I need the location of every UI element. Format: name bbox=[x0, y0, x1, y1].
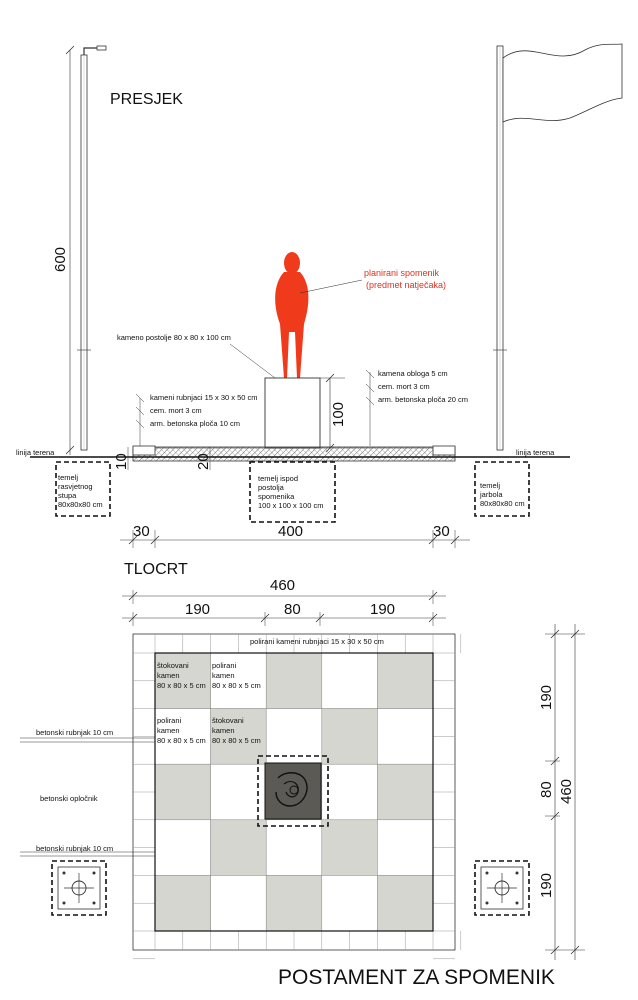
dim-20-label: 20 bbox=[195, 453, 212, 470]
dim-80-r-label: 80 bbox=[538, 781, 555, 798]
monument-label-1: planirani spomenik bbox=[364, 268, 440, 278]
tile2-l1: polirani bbox=[212, 661, 237, 670]
paving-tile bbox=[155, 820, 211, 876]
right-layer-notes bbox=[366, 369, 468, 446]
dim-190-r2-label: 190 bbox=[538, 872, 555, 898]
paving-tile bbox=[155, 764, 211, 820]
plan-foundation-right bbox=[475, 861, 529, 915]
found-center-2: postolja bbox=[258, 483, 284, 492]
dim-row-plan-top bbox=[122, 577, 446, 626]
left-layer-2: cem. mort 3 cm bbox=[150, 406, 202, 415]
dim-col-plan-right bbox=[538, 624, 585, 960]
paving-tile bbox=[322, 709, 378, 765]
dim-row-section bbox=[120, 523, 470, 548]
paving-tile bbox=[377, 764, 433, 820]
paving-tile bbox=[377, 820, 433, 876]
paving-tile bbox=[322, 875, 378, 931]
concrete-curb-2: betonski rubnjak 10 cm bbox=[36, 844, 114, 853]
light-pole bbox=[77, 46, 106, 450]
found-right-2: jarbola bbox=[480, 490, 503, 499]
left-layer-3: arm. betonska ploča 10 cm bbox=[150, 419, 241, 428]
left-layer-1: kameni rubnjaci 15 x 30 x 50 cm bbox=[150, 393, 258, 402]
found-center-4: 100 x 100 x 100 cm bbox=[258, 501, 324, 510]
dim-600 bbox=[52, 46, 74, 455]
terrain-right-label: linija terena bbox=[516, 448, 555, 457]
paving-tile bbox=[377, 875, 433, 931]
right-layer-3: arm. betonska ploča 20 cm bbox=[378, 395, 469, 404]
paving-tile bbox=[322, 820, 378, 876]
tile1-l3: 80 x 80 x 5 cm bbox=[157, 681, 206, 690]
concrete-curb-1: betonski rubnjak 10 cm bbox=[36, 728, 114, 737]
pedestal-label: kameno postolje 80 x 80 x 100 cm bbox=[117, 333, 231, 342]
base-slab bbox=[133, 446, 455, 461]
found-right-3: 80x80x80 cm bbox=[480, 499, 525, 508]
foundation-left bbox=[56, 462, 110, 516]
plan-pedestal bbox=[258, 756, 328, 826]
drawing-title: POSTAMENT ZA SPOMENIK bbox=[278, 966, 555, 989]
right-layer-1: kamena obloga 5 cm bbox=[378, 369, 448, 378]
tile4-l3: 80 x 80 x 5 cm bbox=[212, 736, 261, 745]
tile1-l1: štokovani bbox=[157, 661, 189, 670]
right-layer-2: cem. mort 3 cm bbox=[378, 382, 430, 391]
plan-foundation-left bbox=[52, 861, 106, 915]
terrain-left-label: linija terena bbox=[16, 448, 55, 457]
monument-label-2: (predmet natječaka) bbox=[366, 280, 447, 290]
section-title: PRESJEK bbox=[110, 91, 183, 108]
dim-190-a-label: 190 bbox=[185, 601, 211, 618]
tile3-l3: 80 x 80 x 5 cm bbox=[157, 736, 206, 745]
foundation-right bbox=[475, 462, 529, 516]
tile2-l3: 80 x 80 x 5 cm bbox=[212, 681, 261, 690]
found-center-3: spomenika bbox=[258, 492, 295, 501]
tile2-l2: kamen bbox=[212, 671, 235, 680]
dim-460-top-label: 460 bbox=[270, 577, 296, 594]
dim-100 bbox=[320, 374, 347, 452]
tile3-l2: kamen bbox=[157, 726, 180, 735]
foundation-center bbox=[250, 462, 335, 522]
tile4-l1: štokovani bbox=[212, 716, 244, 725]
found-left-2: rasvjetnog bbox=[58, 482, 93, 491]
paving-tile bbox=[377, 653, 433, 709]
plan-view bbox=[20, 561, 585, 960]
dim-600-label: 600 bbox=[52, 246, 69, 272]
tile3-l1: polirani bbox=[157, 716, 182, 725]
paving-tile bbox=[322, 653, 378, 709]
found-left-1: temelj bbox=[58, 473, 79, 482]
dim-190-b-label: 190 bbox=[370, 601, 396, 618]
tile4-l2: kamen bbox=[212, 726, 235, 735]
paving-tile bbox=[266, 820, 322, 876]
dim-30-right-label: 30 bbox=[433, 523, 450, 540]
dim-100-label: 100 bbox=[330, 401, 347, 427]
dim-190-r1-label: 190 bbox=[538, 684, 555, 710]
dim-80-top-label: 80 bbox=[284, 601, 301, 618]
pedestal bbox=[265, 378, 320, 448]
curb-label: polirani kameni rubnjaci 15 x 30 x 50 cm bbox=[250, 637, 384, 646]
flag-pole bbox=[493, 44, 622, 450]
found-right-1: temelj bbox=[480, 481, 501, 490]
dim-10-label: 10 bbox=[113, 453, 130, 470]
section-view bbox=[16, 44, 622, 548]
monument-figure bbox=[275, 252, 308, 378]
paving-tile bbox=[211, 820, 267, 876]
plan-title: TLOCRT bbox=[124, 561, 188, 578]
paving-tile bbox=[266, 653, 322, 709]
flag bbox=[503, 44, 622, 122]
paving-tile bbox=[155, 875, 211, 931]
paving-tile bbox=[377, 709, 433, 765]
dim-400-label: 400 bbox=[278, 523, 304, 540]
dim-30-left-label: 30 bbox=[133, 523, 150, 540]
found-left-3: stupa bbox=[58, 491, 77, 500]
found-left-4: 80x80x80 cm bbox=[58, 500, 103, 509]
left-layer-notes bbox=[136, 393, 258, 446]
paving-tile bbox=[266, 875, 322, 931]
dim-460-r-label: 460 bbox=[558, 778, 575, 804]
tile1-l2: kamen bbox=[157, 671, 180, 680]
concrete-paving: betonski opločnik bbox=[40, 794, 98, 803]
paving-tile bbox=[211, 875, 267, 931]
paving-tile bbox=[322, 764, 378, 820]
found-center-1: temelj ispod bbox=[258, 474, 299, 483]
